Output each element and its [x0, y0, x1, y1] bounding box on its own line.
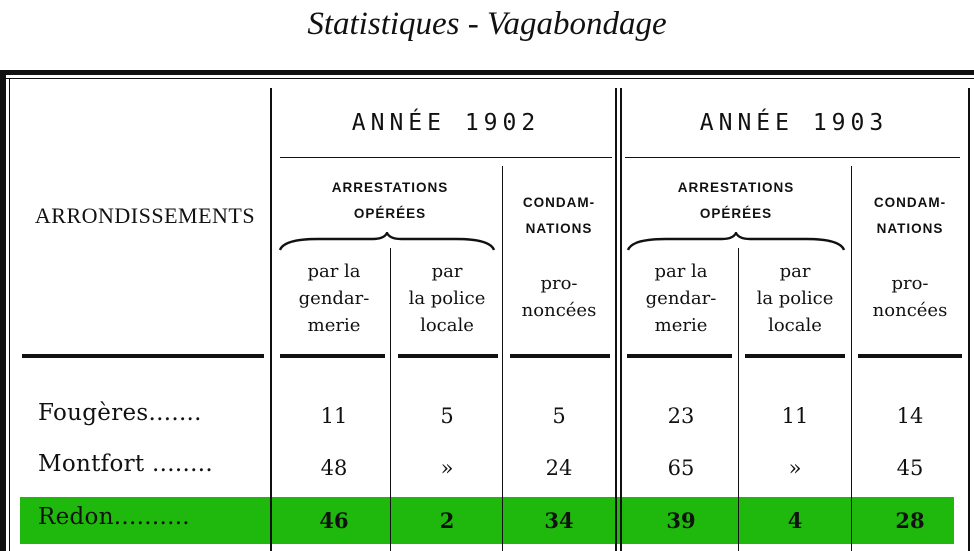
year-separator-double	[620, 88, 622, 551]
cell: 5	[440, 404, 454, 428]
header-par-gendarmerie-1902: par la gendar- merie	[298, 261, 370, 336]
header-arrestations-1903: ARRESTATIONS OPÉRÉES	[677, 180, 795, 221]
cell: »	[440, 456, 454, 480]
cell: 23	[667, 404, 695, 428]
cell: 34	[544, 508, 574, 533]
header-par-police-1903: par la police locale	[756, 261, 834, 336]
subcol-separator	[502, 166, 503, 551]
row-name: Redon..........	[38, 504, 190, 530]
header-arrondissements: ARRONDISSEMENTS	[34, 203, 256, 228]
column-separator	[270, 88, 272, 551]
header-rule	[627, 354, 732, 358]
header-rule	[398, 354, 498, 358]
cell: 4	[787, 508, 803, 533]
cell: 46	[319, 508, 349, 533]
cell: 48	[320, 456, 348, 480]
cell: 28	[895, 508, 925, 533]
table-top-border	[0, 70, 974, 75]
header-arrestations-1902: ARRESTATIONS OPÉRÉES	[331, 180, 449, 221]
cell: 39	[666, 508, 696, 533]
cell: 11	[320, 404, 348, 428]
brace-icon	[278, 232, 496, 252]
cell: 24	[545, 456, 573, 480]
table-left-border-thin	[9, 78, 10, 551]
subcol-separator	[851, 497, 852, 544]
cell: 11	[781, 404, 809, 428]
cell: 14	[896, 404, 924, 428]
header-rule	[510, 354, 610, 358]
header-condamnations-1903: CONDAM- NATIONS	[873, 195, 947, 236]
column-separator	[270, 497, 272, 544]
header-rule	[858, 354, 962, 358]
subcol-separator	[738, 497, 739, 544]
header-par-police-1902: par la police locale	[408, 261, 486, 336]
cell: 5	[552, 404, 566, 428]
cell: »	[788, 456, 802, 480]
header-rule	[22, 354, 264, 358]
row-name: Fougères.......	[38, 400, 202, 426]
subcol-separator	[390, 497, 391, 544]
year-underline-1902	[280, 157, 612, 158]
year-underline-1903	[625, 157, 960, 158]
header-par-gendarmerie-1903: par la gendar- merie	[645, 261, 717, 336]
cell: 65	[667, 456, 695, 480]
cell: 45	[896, 456, 924, 480]
header-prononcees-1902: pro- noncées	[521, 273, 597, 321]
header-year-1903: ANNÉE 1903	[699, 110, 889, 136]
page-title: Statistiques - Vagabondage	[307, 6, 667, 42]
year-separator	[615, 88, 617, 551]
cell: 2	[439, 508, 455, 533]
year-separator-double	[620, 497, 622, 544]
year-separator	[615, 497, 617, 544]
subcol-separator	[851, 166, 852, 551]
header-prononcees-1903: pro- noncées	[872, 273, 948, 321]
table-top-border-thin	[0, 78, 974, 79]
header-rule	[745, 354, 845, 358]
header-rule	[280, 354, 385, 358]
header-year-1902: ANNÉE 1902	[351, 110, 541, 136]
header-condamnations-1902: CONDAM- NATIONS	[522, 195, 596, 236]
table-left-border	[0, 70, 6, 551]
table-right-border	[968, 88, 970, 551]
brace-icon	[626, 232, 846, 252]
row-name: Montfort ........	[38, 451, 213, 477]
subcol-separator	[502, 497, 503, 544]
